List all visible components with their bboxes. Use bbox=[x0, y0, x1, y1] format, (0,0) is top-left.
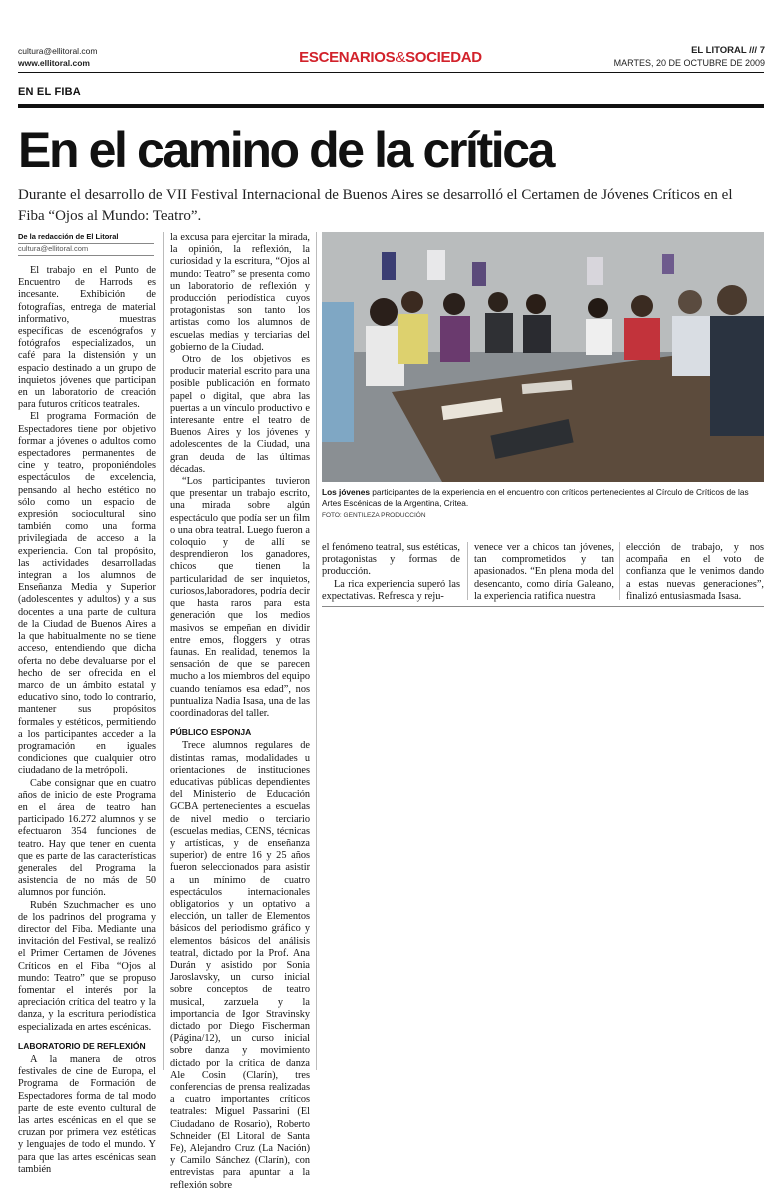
column-divider bbox=[163, 232, 164, 1070]
byline bbox=[18, 232, 154, 256]
newspaper-name: EL LITORAL bbox=[691, 45, 747, 56]
byline-email: cultura@ellitoral.com bbox=[18, 244, 154, 256]
paragraph: el fenómeno teatral, sus estéticas, protagonistas y formas de producción. bbox=[322, 542, 460, 578]
column-divider bbox=[316, 232, 317, 1070]
subhead-publico-esponja: PÚBLICO ESPONJA bbox=[170, 727, 252, 738]
byline-author: De la redacción de El Litoral bbox=[18, 232, 154, 244]
photo-caption bbox=[322, 487, 764, 509]
column-divider bbox=[467, 542, 468, 600]
paragraph: A la manera de otros festivales de cine de Europa, el Programa de Formación de Espectadores forma de tal modo parte de este evento cultural de las artes escénicas en el que se cruzan por primera vez estéticas y lenguajes de todo el mundo. Y para que las artes escénicas sean también bbox=[18, 1054, 156, 1175]
header-website-link[interactable]: www.ellitoral.com bbox=[18, 58, 90, 68]
article-column-3 bbox=[322, 542, 460, 603]
paragraph: venece ver a chicos tan jóvenes, tan comprometidos y tan apasionados. “En plena moda del desencanto, como diría Galeano, la experiencia ratifica nuestra bbox=[474, 542, 614, 602]
section-logo-amp: & bbox=[395, 49, 406, 66]
column-divider bbox=[619, 542, 620, 600]
paragraph: la excusa para ejercitar la mirada, la opinión, la reflexión, la curiosidad y la escritura, “Ojos al mundo: Teatro” se presenta como un laboratorio de reflexión y producción periodística cuyos protagonistas son tanto los artistas como los alumnos de escuelas medias y terciarias del gobierno de la Ciudad. bbox=[170, 232, 310, 353]
subhead-laboratorio: LABORATORIO DE REFLEXIÓN bbox=[18, 1040, 146, 1051]
article-end-rule bbox=[322, 606, 764, 607]
header-info bbox=[614, 44, 765, 70]
paragraph: elección de trabajo, y nos acompaña en el voto de confianza que le venimos dando a estas nuevas generaciones”, finalizó entusiasmada Isasa. bbox=[626, 542, 764, 602]
paragraph: Otro de los objetivos es producir material escrito para una posible publicación en formato papel o digital, que abra las puertas a un vínculo productivo e interesante entre el teatro de Buenos Aires y los jóvenes y adolescentes de la Ciudad, una gran deuda de las últimas décadas. bbox=[170, 354, 310, 475]
article-column-5 bbox=[626, 542, 764, 603]
caption-lead: Los jóvenes bbox=[322, 487, 370, 497]
header-email: cultura@ellitoral.com bbox=[18, 46, 98, 56]
article-column-2 bbox=[170, 232, 310, 1192]
header-rule bbox=[18, 72, 764, 73]
photo-credit: FOTO: GENTILEZA PRODUCCIÓN bbox=[322, 512, 426, 519]
photo-illustration bbox=[322, 232, 764, 482]
paragraph: La rica experiencia superó las expectativas. Refresca y reju- bbox=[322, 578, 460, 602]
section-logo-left: ESCENARIOS bbox=[299, 49, 396, 66]
article-column-4 bbox=[474, 542, 614, 603]
paragraph: “Los participantes tuvieron que presentar un trabajo escrito, una mirada sobre algún espectáculo que podía ser un film o una obra teatral. Luego fueron a coloquio y de allí se desprendieron los ganadores, chicos que tienen la particularidad de ser inquietos, curiosos,laboradores, podría decir que hasta raros para esta generación que los medios masivos se empeñan en dividir entre emos, floggers y otras faunas. En realidad, tenemos la sensación de que se parecen mucho a los miembros del equipo cuando teníamos esa edad”, nos puntualiza Nadia Isasa, una de las coordinadoras del taller. bbox=[170, 476, 310, 719]
issue-date: MARTES, 20 DE OCTUBRE DE 2009 bbox=[613, 58, 765, 68]
paragraph: El trabajo en el Punto de Encuentro de Harrods es incesante. Exhibición de fotografías, entrega de material informativo, muestras específicas de escenógrafos y fotógrafos especializados, un café para la distensión y un espacio destinado a un grupo de inquietos jóvenes que participan en un laboratorio de creación para futuros críticos teatrales. bbox=[18, 265, 156, 411]
page-number: 7 bbox=[759, 45, 765, 56]
kicker-rule bbox=[18, 104, 764, 108]
kicker: EN EL FIBA bbox=[18, 86, 81, 98]
article-photo bbox=[322, 232, 764, 482]
paragraph: Cabe consignar que en cuatro años de inicio de este Programa en el área de teatro han participado 16.272 alumnos y se efectuaron 354 funciones de teatro. Hay que tener en cuenta que es parte de las características generales del Programa la asistencia de no más de 50 alumnos por función. bbox=[18, 777, 156, 899]
paragraph: Trece alumnos regulares de distintas ramas, modalidades u orientaciones de instituciones educativas públicas dependientes del Ministerio de Educación GCBA pertenecientes a escuelas de nivel medio o terciario (escuelas medias, CENS, técnicas y artísticas, y de enseñanza superior) de entre 16 y 25 años fueron seleccionados para asistir a un mínimo de cuatro espectáculos internacionales obligatorios y un optativo a elección, un taller de Elementos básicos del periodismo gráfico y elementos básicos del análisis teatral, dictado por la Prof. Ana Durán y asistido por Sonia Jaroslavsky, un curso inicial sobre conceptos de teatro musical, zarzuela y la importancia de Igor Stravinsky dictado por Diego Fischerman (Página/12), un curso inicial sobre danza y movimiento dictado por la crítica de danza Ale Cosin (Clarín), tres conferencias de prensa realizadas a cuatro importantes críticos teatrales: Miguel Passarini (El Ciudadano de Rosario), Roberto Schneider (El Litoral de Santa Fe), Alejandro Cruz (La Nación) y Camilo Sánchez (Clarín), con entrevistas para apuntar a la reflexión sobre bbox=[170, 740, 310, 1191]
caption-text: participantes de la experiencia en el encuentro con críticos pertenecientes al Círculo de Críticos de las Artes Escénicas de la Argentina, Critea. bbox=[322, 487, 749, 508]
deck: Durante el desarrollo de VII Festival Internacional de Buenos Aires se desarrolló el Certamen de Jóvenes Críticos en el Fiba “Ojos al Mundo: Teatro”. bbox=[18, 187, 733, 224]
header-separator: /// bbox=[749, 45, 758, 56]
newspaper-name-line bbox=[614, 44, 765, 57]
paragraph: Rubén Szuchmacher es uno de los padrinos del programa y director del Fiba. Mediante una invitación del Festival, se realizó el Primer Certamen de Jóvenes Críticos en el Fiba “Ojos al mundo: Teatro” que se propuso fomentar el interés por la apreciación crítica del teatro y la danza, y la escritura periodística especializada en artes escénicas. bbox=[18, 899, 156, 1033]
headline: En el camino de la crítica bbox=[18, 122, 554, 178]
section-logo-right: SOCIEDAD bbox=[405, 49, 482, 66]
paragraph: El programa Formación de Espectadores tiene por objetivo formar a jóvenes o adultos como espectadores permanentes de cine y teatro, proponiéndoles espectáculos de excelencia, pensando al hecho estético no sólo como un espacio de expresión sociocultural sino también como una forma privilegiada de acceso a la experiencia. Con tal propósito, las actividades desarrolladas integran a los alumnos de Enseñanza Media y Superior (adolescentes y adultos) y a sus docentes a una parte de cultura de la Ciudad de Buenos Aires a la que habitualmente no se tiene acceso, entendiendo que dicha oferta no debe devaluarse por el hecho de ser ofrecida en el marco de un ámbito estatal y educativo sino, todo lo contrario, mantener sus propósitos formales y estéticos, permitiendo a los participantes acceder a la programación en iguales condiciones que cualquier otro ciudadano de la metrópoli. bbox=[18, 411, 156, 777]
article-column-1 bbox=[18, 265, 156, 1176]
